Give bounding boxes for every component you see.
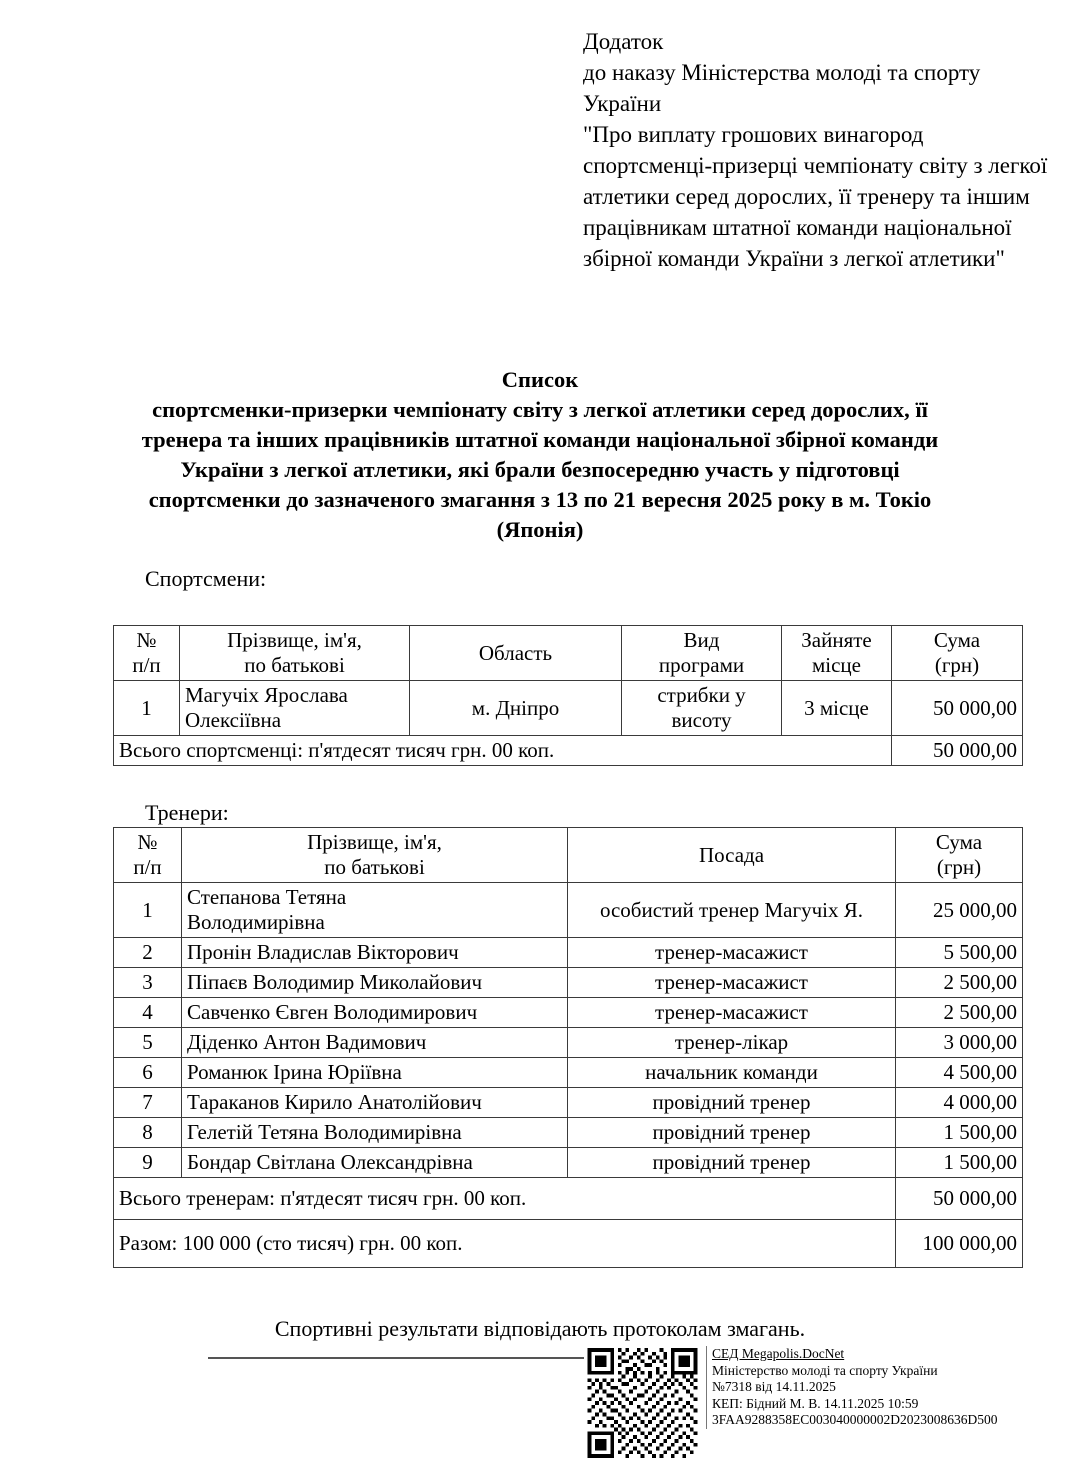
coaches-table — [113, 827, 1023, 1268]
footer-note: Спортивні результати відповідають протоколам змагань. — [274, 1316, 806, 1341]
coach-sum: 1 500,00 — [896, 1148, 1023, 1178]
athletes-col-place-line1: Зайняте — [801, 628, 872, 652]
coach-sum: 1 500,00 — [896, 1118, 1023, 1148]
coach-num: 3 — [114, 968, 182, 998]
coach-position: тренер-лікар — [568, 1028, 896, 1058]
table-row — [114, 1148, 1023, 1178]
table-header-row — [114, 828, 1023, 883]
coaches-section-caption: Тренери: — [145, 800, 229, 825]
table-row — [114, 1118, 1023, 1148]
athletes-col-num-line2: п/п — [132, 653, 161, 677]
coach-name — [182, 883, 568, 938]
coach-position: тренер-масажист — [568, 998, 896, 1028]
athlete-place: 3 місце — [782, 681, 892, 736]
athletes-col-name — [180, 626, 410, 681]
athletes-col-sum-line1: Сума — [933, 628, 981, 652]
coach-num: 5 — [114, 1028, 182, 1058]
coach-position: провідний тренер — [568, 1118, 896, 1148]
athlete-name — [180, 681, 410, 736]
signature-serial: 3FAA9288358EC003040000002D2023008636D500 — [712, 1412, 998, 1427]
coaches-col-position: Посада — [568, 828, 896, 883]
athletes-col-event-line1: Вид — [683, 628, 720, 652]
table-total-row — [114, 736, 1023, 766]
coach-num: 1 — [114, 883, 182, 938]
document-title-heading: Список — [501, 367, 579, 392]
coaches-col-num — [114, 828, 182, 883]
digital-signature-stamp — [584, 1346, 998, 1460]
coaches-col-sum-line2: (грн) — [936, 855, 982, 879]
athletes-col-sum-line2: (грн) — [934, 653, 980, 677]
athlete-region: м. Дніпро — [410, 681, 622, 736]
coaches-col-sum — [896, 828, 1023, 883]
signature-separator-line — [208, 1357, 586, 1359]
table-row — [114, 998, 1023, 1028]
coach-sum: 5 500,00 — [896, 938, 1023, 968]
athletes-col-num — [114, 626, 180, 681]
coach-sum: 25 000,00 — [896, 883, 1023, 938]
athletes-total-label: Всього спортсменці: п'ятдесят тисяч грн. 00 коп. — [114, 736, 892, 766]
coach-sum: 4 000,00 — [896, 1088, 1023, 1118]
coaches-col-name-line2: по батькові — [324, 855, 425, 879]
coach-name: Романюк Ірина Юріївна — [182, 1058, 568, 1088]
document-title-body: спортсменки-призерки чемпіонату світу з легкої атлетики серед дорослих, її тренера та інших працівників штатної команди національної збірної команди України з легкої атлетики, які брали безпосередню участь у підготовці спортсменки до зазначеного змагання з 13 по 21 вересня 2025 року в м. Токіо (Японія) — [141, 397, 939, 542]
coach-position: начальник команди — [568, 1058, 896, 1088]
coaches-total-sum: 50 000,00 — [896, 1178, 1023, 1220]
coach-num: 4 — [114, 998, 182, 1028]
athletes-col-place-line2: місце — [811, 653, 861, 677]
coach-name-line2: Володимирівна — [187, 910, 325, 934]
appendix-header-line-1: Додаток — [583, 29, 664, 54]
coach-position: особистий тренер Магучіх Я. — [568, 883, 896, 938]
athletes-col-sum — [892, 626, 1023, 681]
athletes-col-place — [782, 626, 892, 681]
coaches-col-num-line2: п/п — [133, 855, 162, 879]
athlete-name-line2: Олексіївна — [185, 708, 282, 732]
coach-num: 7 — [114, 1088, 182, 1118]
coach-name: Пронін Владислав Вікторович — [182, 938, 568, 968]
table-total-row — [114, 1178, 1023, 1220]
coach-position: тренер-масажист — [568, 968, 896, 998]
table-grand-total-row — [114, 1220, 1023, 1268]
coach-num: 6 — [114, 1058, 182, 1088]
grand-total-sum: 100 000,00 — [896, 1220, 1023, 1268]
coach-name: Гелетій Тетяна Володимирівна — [182, 1118, 568, 1148]
athlete-name-line1: Магучіх Ярослава — [185, 683, 348, 707]
table-row — [114, 938, 1023, 968]
table-row — [114, 968, 1023, 998]
coach-sum: 3 000,00 — [896, 1028, 1023, 1058]
signature-system-name: СЕД Megapolis.DocNet — [712, 1346, 845, 1361]
coaches-col-sum-line1: Сума — [935, 830, 983, 854]
qr-code-icon — [584, 1346, 701, 1460]
table-row — [114, 1028, 1023, 1058]
signature-signer: КЕП: Бідний М. В. 14.11.2025 10:59 — [712, 1395, 919, 1411]
coach-position: провідний тренер — [568, 1088, 896, 1118]
coach-num: 2 — [114, 938, 182, 968]
athletes-total-sum: 50 000,00 — [892, 736, 1023, 766]
coach-name-line1: Степанова Тетяна — [187, 885, 347, 909]
coaches-total-label: Всього тренерам: п'ятдесят тисяч грн. 00 коп. — [114, 1178, 896, 1220]
grand-total-label: Разом: 100 000 (сто тисяч) грн. 00 коп. — [114, 1220, 896, 1268]
athletes-col-name-line2: по батькові — [244, 653, 345, 677]
coaches-col-name — [182, 828, 568, 883]
document-title — [120, 365, 960, 545]
coach-position: провідний тренер — [568, 1148, 896, 1178]
athletes-col-event — [622, 626, 782, 681]
athletes-table — [113, 625, 1023, 766]
appendix-header-line-3: "Про виплату грошових винагород спортсменці-призерці чемпіонату світу з легкої атлетики серед дорослих, її тренеру та іншим працівникам штатної команди національної збірної команди України з легкої атлетики" — [583, 122, 1054, 271]
coach-num: 9 — [114, 1148, 182, 1178]
athletes-col-event-line2: програми — [658, 653, 745, 677]
athletes-col-num-line1: № — [136, 628, 157, 652]
coach-name: Бондар Світлана Олександрівна — [182, 1148, 568, 1178]
coach-position: тренер-масажист — [568, 938, 896, 968]
table-row — [114, 883, 1023, 938]
table-header-row — [114, 626, 1023, 681]
signature-details — [706, 1346, 998, 1429]
appendix-header-line-2: до наказу Міністерства молоді та спорту України — [583, 60, 987, 116]
coach-sum: 2 500,00 — [896, 998, 1023, 1028]
table-row — [114, 681, 1023, 736]
coach-name: Савченко Євген Володимирович — [182, 998, 568, 1028]
athlete-event-line1: стрибки у — [657, 683, 746, 707]
signature-document-number: №7318 від 14.11.2025 — [712, 1379, 836, 1394]
signature-organization: Міністерство молоді та спорту України — [712, 1362, 938, 1378]
table-row — [114, 1088, 1023, 1118]
athletes-col-region: Область — [410, 626, 622, 681]
table-row — [114, 1058, 1023, 1088]
coach-name: Діденко Антон Вадимович — [182, 1028, 568, 1058]
athlete-event-line2: висоту — [671, 708, 732, 732]
athlete-num: 1 — [114, 681, 180, 736]
coaches-col-name-line1: Прізвище, ім'я, — [307, 830, 442, 854]
coach-name: Піпаєв Володимир Миколайович — [182, 968, 568, 998]
coach-name: Тараканов Кирило Анатолійович — [182, 1088, 568, 1118]
athletes-col-name-line1: Прізвище, ім'я, — [227, 628, 362, 652]
coaches-col-num-line1: № — [137, 830, 158, 854]
athlete-sum: 50 000,00 — [892, 681, 1023, 736]
coach-num: 8 — [114, 1118, 182, 1148]
athlete-event — [622, 681, 782, 736]
coach-sum: 4 500,00 — [896, 1058, 1023, 1088]
coach-sum: 2 500,00 — [896, 968, 1023, 998]
appendix-header — [583, 26, 1053, 274]
athletes-section-caption: Спортсмени: — [145, 566, 267, 591]
